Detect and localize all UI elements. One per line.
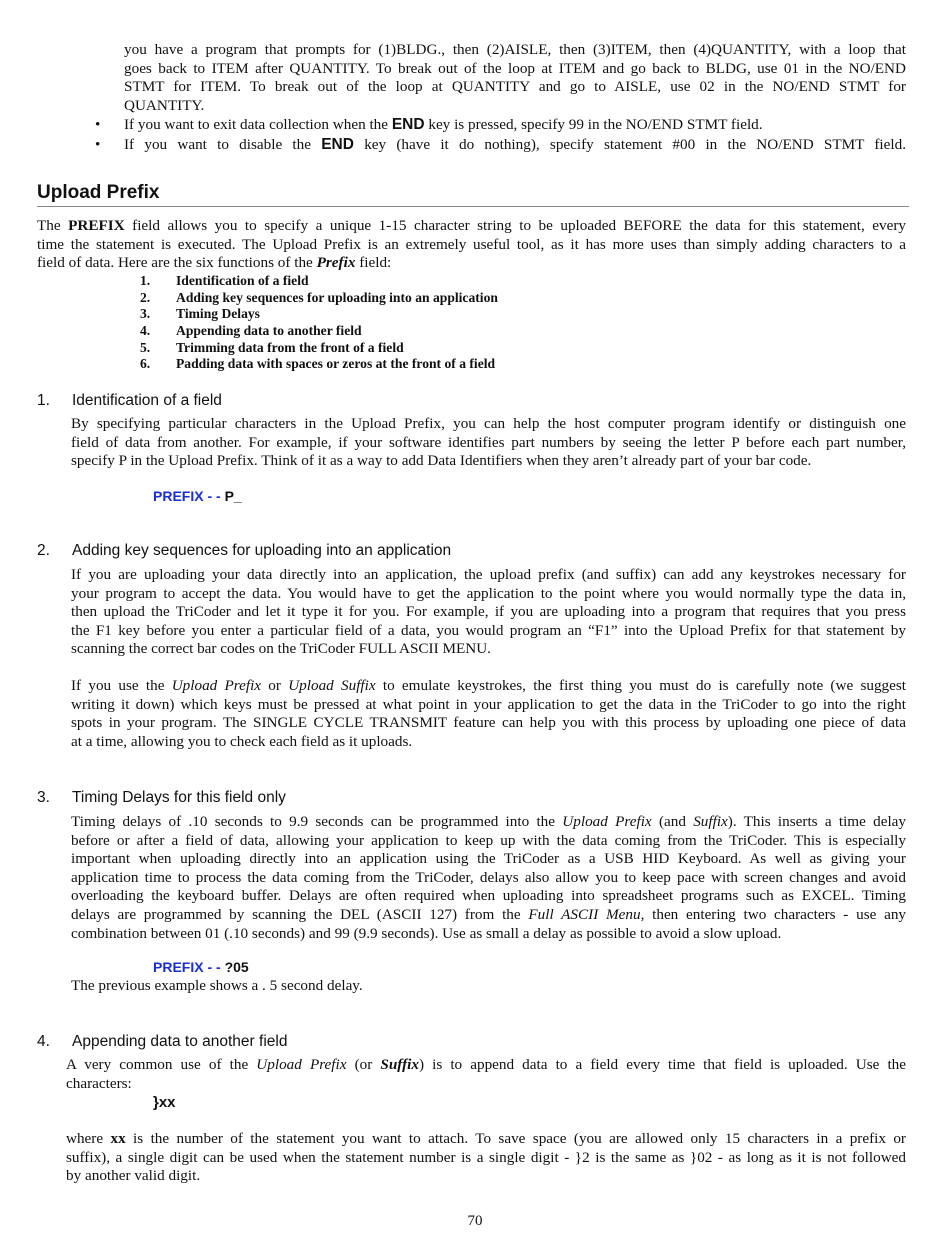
paragraph-line: the F1 key before you enter a particular field of a data, you would program an “F1” into the Upload Prefix for that statement by (71, 621, 906, 639)
paragraph-line: spots in your program. The SINGLE CYCLE TRANSMIT feature can help you with this process by uploading one piece of data (71, 714, 906, 732)
paragraph-line: specify P in the Upload Prefix. Think of it as a way to add Data Identifiers when they aren’t already part of your bar code. (71, 452, 812, 470)
bullet-text: key is pressed, specify 99 in the NO/END STMT field. (424, 116, 763, 133)
paragraph-line: overloading the keyboard buffer. Delays are often required when uploading into spreadsheet programs such as EXCEL. Timing (71, 887, 906, 905)
paragraph-line: delays are programmed by scanning the DEL (ASCII 127) from the Full ASCII Menu, then entering two characters - use any (71, 905, 907, 923)
paragraph-line: By specifying particular characters in the Upload Prefix, you can help the host computer program identify or distinguish one (71, 415, 906, 432)
paragraph-line: at a time, allowing you to check each field as it uploads. (71, 732, 413, 750)
subsection-body (71, 566, 906, 659)
paragraph-line: characters: (66, 1074, 132, 1092)
section-heading: Upload Prefix (37, 182, 160, 203)
paragraph-line: writing it down) which keys must be pressed at what point in your application to get the data in the TriCoder to go into the right (71, 695, 906, 713)
bullet-dot: • (95, 116, 101, 133)
end-key-label: END (391, 116, 425, 133)
paragraph-line: before or after a field of data, allowing your application to keep up with the data coming from the TriCoder. This is especially (71, 831, 906, 849)
prefix-keyword: PREFIX (153, 488, 204, 504)
bullet-text: If you want to disable the (124, 136, 322, 153)
paragraph-line: scanning the correct bar codes on the TriCoder FULL ASCII MENU. (71, 640, 491, 658)
heading-divider (37, 206, 909, 207)
intro-line: you have a program that prompts for (1)BLDG., then (2)AISLE, then (3)ITEM, then (4)QUANTITY, with a loop that (124, 41, 906, 58)
subsection-body (66, 1056, 906, 1093)
intro-line: goes back to ITEM after QUANTITY. To break out of the loop at ITEM and go back to BLDG, use 01 in the NO/END (124, 59, 906, 77)
paragraph-line: The PREFIX field allows you to specify a unique 1-15 character string to be uploaded BEFORE the data for this statement, every (37, 217, 906, 234)
example-caption: The previous example shows a . 5 second delay. (71, 977, 363, 994)
bullet-text: If you want to exit data collection when the (124, 116, 392, 133)
function-list-item: 6. Padding data with spaces or zeros at the front of a field (140, 356, 496, 371)
paragraph-line: field of data from another. For example, if your software identifies part numbers by seeing the letter P before each part number, (71, 433, 906, 451)
subsection-heading: 1. Identification of a field (37, 392, 222, 409)
code-example: PREFIX - - P_ (153, 488, 242, 504)
paragraph-line: A very common use of the Upload Prefix (or Suffix) is to append data to a field every time that field is uploaded. Use the (66, 1056, 906, 1073)
page-number: 70 (467, 1213, 483, 1229)
paragraph-line: time the statement is executed. The Upload Prefix is an extremely useful tool, as it has more uses than simply adding characters to a (37, 235, 906, 253)
subsection-heading: 2. Adding key sequences for uploading into an application (37, 542, 452, 559)
paragraph-line: by another valid digit. (66, 1167, 201, 1185)
bullet-dot: • (95, 136, 101, 153)
paragraph-line: your program to accept the data. You would have to get the application to the point where you would normally type the data in, (71, 584, 906, 602)
subsection-heading: 3. Timing Delays for this field only (37, 789, 286, 806)
paragraph-line: application time to process the data coming from the TriCoder, delays also allow you to keep pace with screen changes and avoid (71, 868, 906, 886)
end-key-label: END (321, 136, 354, 153)
intro-line: QUANTITY. (124, 96, 205, 114)
paragraph-line: If you use the Upload Prefix or Upload Suffix to emulate keystrokes, the first thing you must do is carefully note (we suggest (71, 677, 907, 694)
paragraph-line: then upload the TriCoder and let it type it for you. For example, if you are uploading into a program that requires that you press (71, 603, 906, 621)
code-value: ?05 (224, 959, 249, 975)
paragraph-line: Timing delays of .10 seconds to 9.9 seconds can be programmed into the Upload Prefix (and Suffix). This inserts a time delay (71, 813, 906, 830)
function-list-item: 5. Trimming data from the front of a field (140, 340, 404, 355)
prefix-term: Prefix (316, 254, 356, 272)
subsection-body (66, 1130, 906, 1186)
intro-line: STMT for ITEM. To break out of the loop at QUANTITY and go to AISLE, use 02 in the NO/END STMT for (124, 78, 906, 96)
subsection-body (71, 677, 906, 751)
function-list-item: 2. Adding key sequences for uploading into an application (140, 290, 498, 305)
intro-paragraph (124, 41, 906, 115)
paragraph-line: combination between 01 (.10 seconds) and 99 (9.9 seconds). Use as small a delay as possible to avoid a slow upload. (71, 924, 782, 942)
code-example (153, 1094, 176, 1111)
paragraph-line: important when uploading directly into an application using the TriCoder as a USB HID Keyboard. As well as giving your (71, 850, 906, 868)
paragraph-line: where xx is the number of the statement you want to attach. To save space (you are allowed only 15 characters in a prefix or (66, 1130, 906, 1147)
prefix-intro-paragraph (37, 217, 906, 273)
code-value: P_ (224, 488, 242, 504)
subsection-heading: 4. Appending data to another field (37, 1033, 288, 1050)
code-example: PREFIX - - ?05 (153, 959, 249, 975)
function-list-item: 3. Timing Delays (140, 306, 260, 321)
function-list-item: 1. Identification of a field (140, 273, 309, 288)
paragraph-line: field of data. Here are the six functions of the Prefix field: (37, 254, 392, 272)
function-list-item: 4. Appending data to another field (140, 323, 362, 338)
code-value: }xx (153, 1094, 176, 1111)
subsection-body (71, 813, 906, 943)
subsection-body (71, 415, 906, 471)
prefix-term: PREFIX (68, 217, 125, 234)
paragraph-line: If you are uploading your data directly into an application, the upload prefix (and suffix) can add any keystrokes necessary for (71, 566, 906, 583)
prefix-keyword: PREFIX (153, 959, 204, 975)
bullet-text: key (have it do nothing), specify statement #00 in the NO/END STMT field. (353, 136, 906, 153)
paragraph-line: suffix), a single digit can be used when the statement number is a single digit - }2 is the same as }02 - as long as it is not followed (66, 1148, 906, 1166)
